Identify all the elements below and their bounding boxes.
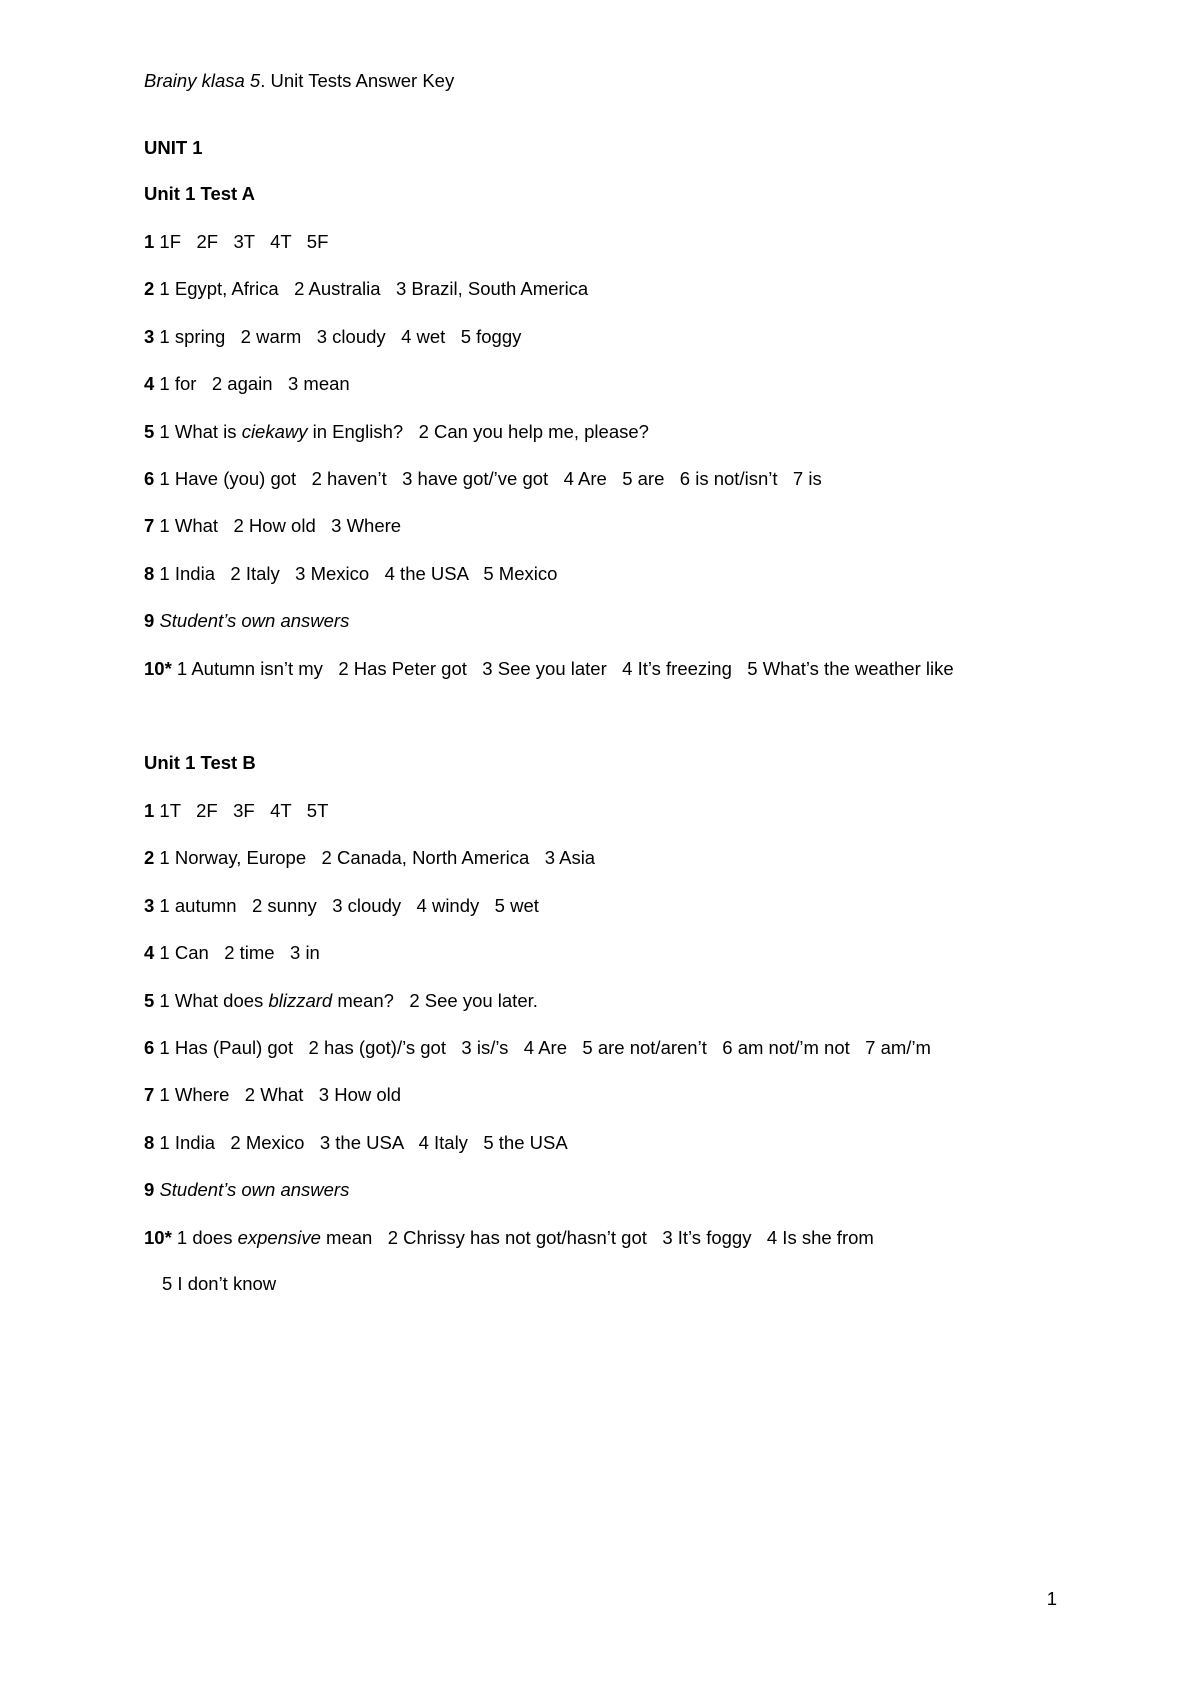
answer-text: mean 2 Chrissy has not got/hasn’t got 3 It’s foggy 4 Is she from	[320, 1226, 874, 1248]
exercise-number: 4	[144, 942, 155, 964]
answer-text: mean? 2 See you later.	[332, 989, 538, 1011]
test-a-answer-line	[144, 230, 328, 254]
exercise-number: 8	[144, 1131, 155, 1153]
test-a-answer-line	[144, 277, 588, 301]
test-a-answer-line	[144, 562, 557, 586]
test-b-answer-line	[144, 941, 320, 965]
exercise-number: 5	[144, 989, 155, 1011]
exercise-number: 6	[144, 468, 155, 489]
italic-answer-text: blizzard	[268, 989, 333, 1011]
exercise-number: 2	[144, 847, 155, 869]
answer-text: 1F 2F 3T 4T 5F	[154, 231, 329, 252]
answer-text: 1 What does	[154, 989, 269, 1011]
test-b-answer-line	[144, 1036, 931, 1060]
answer-text: 1 India 2 Italy 3 Mexico 4 the USA 5 Mexico	[154, 562, 558, 584]
test-b-answer-line	[144, 1178, 349, 1202]
test-b-continuation-line: 5 I don’t know	[162, 1273, 277, 1294]
answer-text: in English? 2 Can you help me, please?	[307, 420, 649, 442]
exercise-number: 1	[144, 231, 155, 252]
exercise-number: 3	[144, 894, 155, 916]
italic-answer-text: Student’s own answers	[159, 1179, 350, 1201]
test-b-answer-line	[144, 1226, 874, 1250]
answer-text: 1 spring 2 warm 3 cloudy 4 wet 5 foggy	[154, 325, 522, 347]
answer-text: 1 autumn 2 sunny 3 cloudy 4 windy 5 wet	[154, 894, 539, 916]
answer-text: 1 for 2 again 3 mean	[154, 373, 350, 395]
test-b-answer-line	[144, 1083, 401, 1107]
test-b-answer-line	[144, 846, 595, 870]
answer-text: 1 Autumn isn’t my 2 Has Peter got 3 See you later 4 It’s freezing 5 What’s the weather like	[171, 657, 954, 679]
exercise-number: 9	[144, 610, 155, 632]
test-a-answer-line	[144, 514, 401, 538]
test-b-answer-line	[144, 1131, 568, 1155]
exercise-number: 6	[144, 1037, 155, 1058]
test-b-heading: Unit 1 Test B	[144, 752, 256, 773]
test-a-heading: Unit 1 Test A	[144, 183, 256, 204]
exercise-number: 7	[144, 1084, 155, 1106]
exercise-number: 7	[144, 515, 155, 537]
answer-text: 1 Has (Paul) got 2 has (got)/’s got 3 is/’s 4 Are 5 are not/aren’t 6 am not/’m not 7 am/’m	[154, 1037, 931, 1058]
exercise-number: 9	[144, 1179, 155, 1201]
test-b-answer-line	[144, 799, 328, 823]
answer-text: 1 What is	[154, 420, 242, 442]
exercise-number: 10*	[144, 1226, 172, 1248]
exercise-number: 4	[144, 373, 155, 395]
answer-text: 1 does	[171, 1226, 238, 1248]
answer-text: 1 Can 2 time 3 in	[154, 942, 320, 964]
exercise-number: 1	[144, 800, 155, 821]
exercise-number: 3	[144, 325, 155, 347]
test-b-answer-line	[144, 894, 539, 918]
test-a-answer-line	[144, 325, 521, 349]
header-book-title: Brainy klasa 5	[144, 70, 261, 91]
answer-text: 1 India 2 Mexico 3 the USA 4 Italy 5 the USA	[154, 1131, 568, 1153]
test-a-answer-line	[144, 467, 822, 491]
document-header	[144, 69, 454, 93]
page-number: 1	[1046, 1588, 1057, 1609]
unit-heading: UNIT 1	[144, 137, 203, 158]
test-a-answer-line	[144, 372, 350, 396]
test-b-answer-line	[144, 989, 538, 1013]
test-a-answer-line	[144, 420, 649, 444]
test-a-answer-line	[144, 657, 954, 681]
answer-text: 1 What 2 How old 3 Where	[154, 515, 402, 537]
answer-text: 1 Egypt, Africa 2 Australia 3 Brazil, South America	[154, 278, 589, 300]
answer-text: 1 Norway, Europe 2 Canada, North America 3 Asia	[154, 847, 596, 869]
header-subtitle: . Unit Tests Answer Key	[260, 70, 455, 91]
italic-answer-text: expensive	[237, 1226, 321, 1248]
italic-answer-text: ciekawy	[241, 420, 308, 442]
answer-text: 1T 2F 3F 4T 5T	[154, 800, 329, 821]
exercise-number: 10*	[144, 657, 172, 679]
italic-answer-text: Student’s own answers	[159, 610, 350, 632]
answer-text: 1 Where 2 What 3 How old	[154, 1084, 402, 1106]
exercise-number: 5	[144, 420, 155, 442]
answer-text: 1 Have (you) got 2 haven’t 3 have got/’ve got 4 Are 5 are 6 is not/isn’t 7 is	[154, 468, 822, 489]
exercise-number: 2	[144, 278, 155, 300]
test-a-answer-line	[144, 609, 349, 633]
exercise-number: 8	[144, 562, 155, 584]
